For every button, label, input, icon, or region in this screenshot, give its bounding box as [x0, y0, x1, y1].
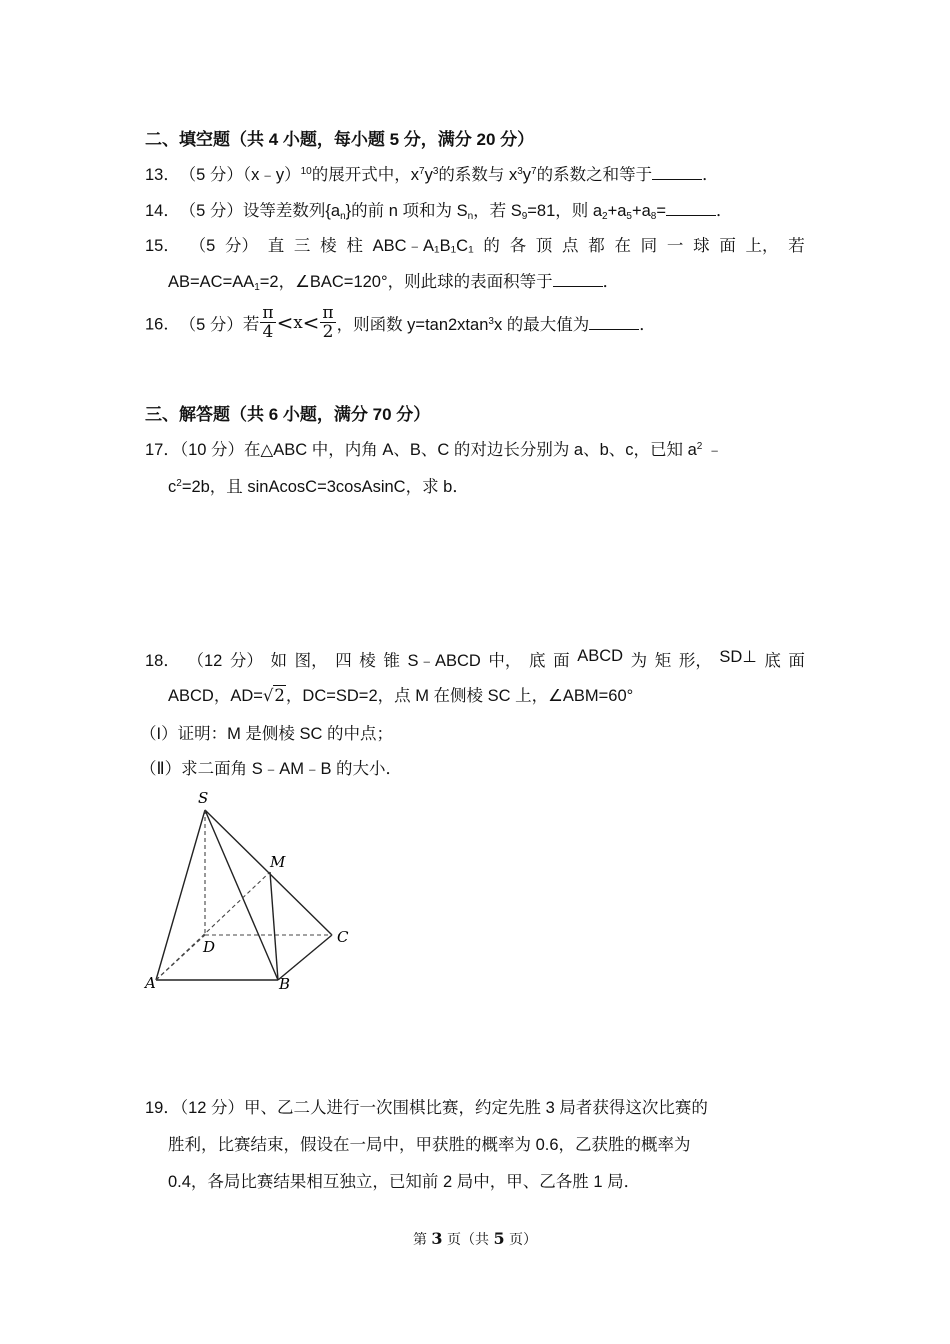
answer-blank	[553, 270, 603, 288]
question-18-part2: （Ⅱ）求二面角 S﹣AM﹣B 的大小．	[140, 760, 403, 778]
fraction-pi-over-2: $\frac{\pi}{2}$	[322, 303, 334, 342]
edge-BC	[278, 935, 332, 980]
answer-blank	[666, 199, 716, 217]
question-19-line2: 胜利，比赛结束，假设在一局中，甲获胜的概率为 0.6，乙获胜的概率为	[168, 1136, 691, 1154]
label-S: S	[198, 789, 209, 807]
section-title-answer: 三、解答题（共 6 小题，满分 70 分）	[145, 405, 431, 424]
page-footer: 第 3 页（共 5 页）	[412, 1229, 538, 1248]
question-17-line1: 17．（10 分）在△ABC 中，内角 A、B、C 的对边长分别为 a、b、c，已知 $a^2$ ﹣	[145, 441, 723, 459]
question-17-line2: $c^2=2b$，且 sinAcosC=3cosAsinC，求 b．	[168, 478, 469, 496]
question-18-line1: 18． （12 分） 如 图， 四 棱 锥 S﹣ABCD 中， 底 面 ABCD 为 矩 形， SD⊥ 底 面	[145, 647, 805, 670]
question-19-line1: 19．（12 分）甲、乙二人进行一次围棋比赛，约定先胜 3 局者获得这次比赛的	[145, 1099, 708, 1117]
edge-SB	[205, 810, 278, 980]
fraction-pi-over-4: $\frac{\pi}{4}$	[262, 303, 274, 342]
question-15-line2: $AB=AC=AA_1=2$，∠BAC=120°，则此球的表面积等于 ．	[168, 268, 619, 293]
sqrt-2: √2	[262, 686, 285, 705]
label-C: C	[337, 928, 349, 946]
pyramid-figure	[140, 785, 370, 995]
section-title-fill-in: 二、填空题（共 4 小题，每小题 5 分，满分 20 分）	[145, 130, 535, 149]
question-19-line3: 0.4，各局比赛结果相互独立，已知前 2 局中，甲、乙各胜 1 局．	[168, 1173, 641, 1191]
answer-blank	[589, 312, 639, 330]
label-A: A	[145, 974, 156, 992]
question-18-line2: ABCD，AD=√2，DC=SD=2，点 M 在侧棱 SC 上，∠ABM=60°	[168, 686, 634, 705]
question-13: 13． （5 分）（x﹣y）$^{10}$的展开式中，$x^7y^3$的系数与 $x^3y^7$的系数之和等于 ．	[145, 161, 719, 185]
label-B: B	[279, 975, 291, 993]
edge-SA	[156, 810, 205, 980]
question-14: 14． （5 分）设等差数列$\{a_n\}$的前 n 项和为 $S_n$，若 $S_9=81$，则 $a_2+a_5+a_8=$ ．	[145, 197, 733, 222]
question-16: 16． （5 分）若 $\frac{\pi}{4}$ <x< $\frac{\pi}{2}$ ，则函数 y=tan2xtan$^3$x 的最大值为 ．	[145, 303, 656, 342]
answer-blank	[652, 163, 702, 181]
question-15-line1: 15． （5 分） 直 三 棱 柱 ABC﹣A₁B₁C₁ 的 各 顶 点 都 在 同 一 球 面 上， 若	[145, 237, 805, 255]
edge-AM	[156, 872, 270, 980]
label-D: D	[203, 938, 216, 956]
label-M: M	[270, 853, 286, 871]
question-18-part1: （I）证明：M 是侧棱 SC 的中点；	[140, 725, 394, 743]
